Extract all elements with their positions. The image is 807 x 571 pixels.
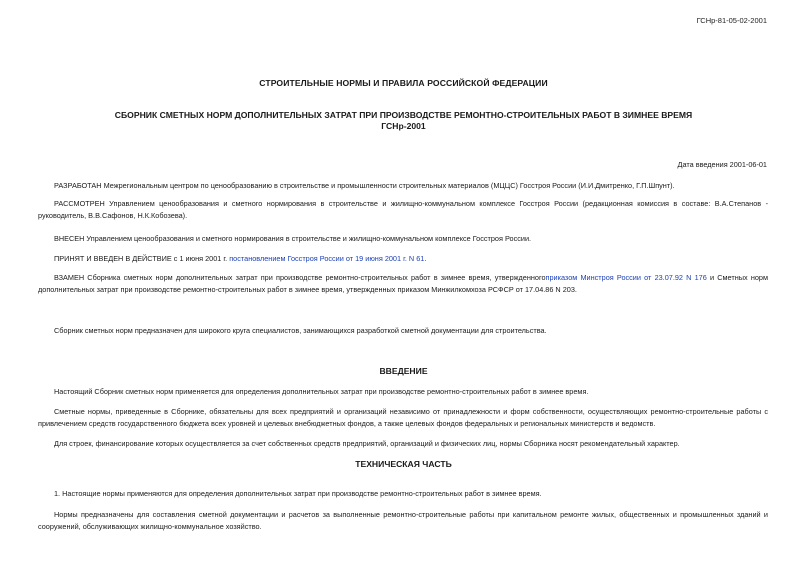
replaces-paragraph [38, 272, 768, 295]
collection-code: ГСНр-2001 [381, 121, 426, 131]
document-code: ГСНр-81-05-02-2001 [696, 16, 767, 25]
introduction-paragraph-2: Сметные нормы, приведенные в Сборнике, обязательны для всех предприятий и организаций независимо от принадлежности и форм собственности, осуществляющих ремонтно-строительные работы с привлечением средств государственного бюджета всех уровней и целевых внебюджетных фондов, а также целевых фондов федеральных и региональных министерств и ведомств. [38, 407, 768, 428]
developed-paragraph: РАЗРАБОТАН Межрегиональным центром по ценообразованию в строительстве и промышленности строительных материалов (МЦЦС) Госстроя России (И.И.Дмитренко, Г.П.Шпунт). [54, 181, 675, 190]
adopted-paragraph [38, 253, 768, 265]
adopted-text: ПРИНЯТ И ВВЕДЕН В ДЕЙСТВИЕ с 1 июня 2001 г. [54, 254, 228, 263]
replaces-suffix: и Сметных норм дополнительных затрат при производстве ремонтно-строительных работ в зимнее время, утвержденных приказом Минжилкомхоза РСФСР от 17.04.86 N 203. [38, 273, 768, 294]
technical-part-heading: ТЕХНИЧЕСКАЯ ЧАСТЬ [355, 459, 452, 469]
submitted-paragraph: ВНЕСЕН Управлением ценообразования и сметного нормирования в строительстве и жилищно-коммунальном комплексе Госстроя России. [54, 234, 532, 243]
technical-paragraph-2: Нормы предназначены для составления сметной документации и расчетов за выполненные ремонтно-строительные работы при капитальном ремонте жилых, общественных и промышленных зданий и сооружений, обслуживающих жилищно-коммунальное хозяйство. [38, 510, 768, 531]
adopted-suffix: . [424, 254, 427, 263]
main-title: СТРОИТЕЛЬНЫЕ НОРМЫ И ПРАВИЛА РОССИЙСКОЙ ФЕДЕРАЦИИ [259, 78, 548, 88]
introduction-date: Дата введения 2001-06-01 [677, 160, 767, 169]
technical-paragraph-1: 1. Настоящие нормы применяются для определения дополнительных затрат при производстве ремонтно-строительных работ в зимнее время. [54, 489, 542, 498]
reviewed-paragraph: РАССМОТРЕН Управлением ценообразования и сметного нормирования в строительстве и жилищно-коммунальном комплексе Госстроя России (редакционная комиссия в составе: В.А.Степанов - руководитель, В.В.Сафонов, Н.К.Кобозева). [38, 199, 768, 220]
introduction-heading: ВВЕДЕНИЕ [379, 366, 428, 376]
introduction-paragraph-1: Настоящий Сборник сметных норм применяется для определения дополнительных затрат при производстве ремонтно-строительных работ в зимнее время. [54, 387, 589, 396]
replaces-order-link[interactable]: приказом Минстроя России от 23.07.92 N 176 [545, 273, 707, 282]
collection-title: СБОРНИК СМЕТНЫХ НОРМ ДОПОЛНИТЕЛЬНЫХ ЗАТРАТ ПРИ ПРОИЗВОДСТВЕ РЕМОНТНО-СТРОИТЕЛЬНЫХ РАБОТ В ЗИМНЕЕ ВРЕМЯ [114, 110, 693, 120]
introduction-paragraph-3: Для строек, финансирование которых осуществляется за счет собственных средств предприятий, организаций и физических лиц, нормы Сборника носят рекомендательный характер. [54, 439, 680, 448]
adopted-decree-link[interactable]: постановлением Госстроя России от 19 июня 2001 г. N 61 [229, 254, 425, 263]
audience-paragraph: Сборник сметных норм предназначен для широкого круга специалистов, занимающихся разработкой сметной документации для строительства. [54, 326, 547, 335]
replaces-text: ВЗАМЕН Сборника сметных норм дополнительных затрат при производстве ремонтно-строительных работ в зимнее время, утвержденного [54, 273, 546, 282]
